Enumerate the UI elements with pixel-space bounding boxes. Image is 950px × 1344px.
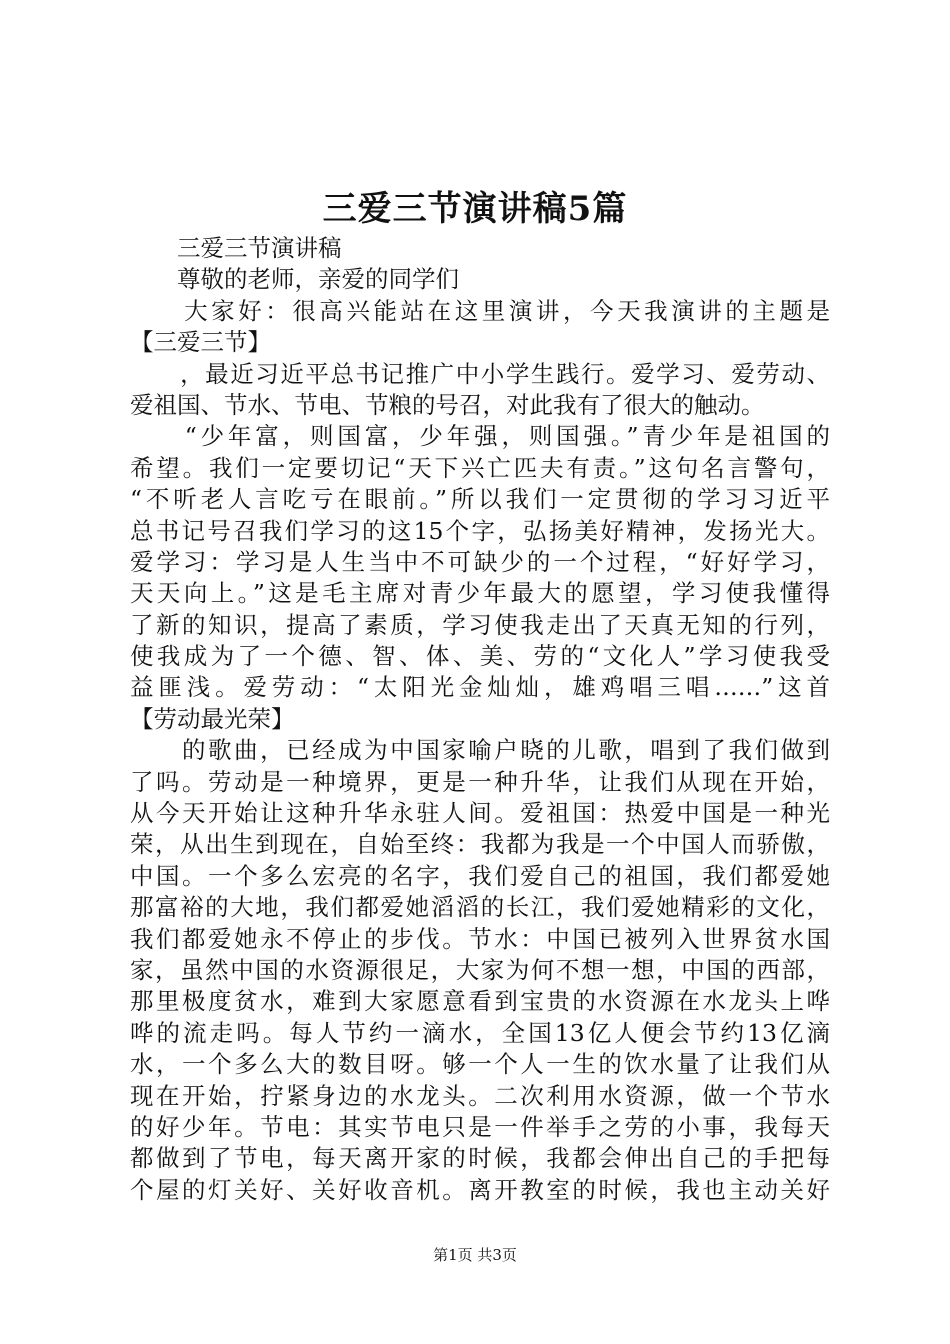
- body-line: 从今天开始让这种升华永驻人间。爱祖国：热爱中国是一种光: [130, 799, 830, 828]
- body-line: 天天向上。”这是毛主席对青少年最大的愿望，学习使我懂得: [130, 579, 830, 608]
- body-line: 爱祖国、节水、节电、节粮的号召，对此我有了很大的触动。: [130, 390, 765, 419]
- body-line: 的歌曲，已经成为中国家喻户晓的儿歌，唱到了我们做到: [130, 736, 830, 765]
- body-line: 益匪浅。爱劳动：“太阳光金灿灿，雄鸡唱三唱……”这首: [130, 673, 830, 702]
- body-line: 大家好：很高兴能站在这里演讲，今天我演讲的主题是: [130, 296, 830, 325]
- body-line: 都做到了节电，每天离开家的时候，我都会伸出自己的手把每: [130, 1144, 830, 1173]
- body-line: 那富裕的大地，我们都爱她滔滔的长江，我们爱她精彩的文化，: [130, 893, 830, 922]
- body-line: 希望。我们一定要切记“天下兴亡匹夫有责。”这句名言警句，: [130, 453, 830, 482]
- body-line: “不听老人言吃亏在眼前。”所以我们一定贯彻的学习习近平: [130, 485, 830, 514]
- body-line: 个屋的灯关好、关好收音机。离开教室的时候，我也主动关好: [130, 1175, 830, 1204]
- body-line: 了新的知识，提高了素质，学习使我走出了天真无知的行列，: [130, 610, 830, 639]
- body-line: 我们都爱她永不停止的步伐。节水：中国已被列入世界贫水国: [130, 924, 830, 953]
- body-line: 那里极度贫水，难到大家愿意看到宝贵的水资源在水龙头上哗: [130, 987, 830, 1016]
- body-line: 的好少年。节电：其实节电只是一件举手之劳的小事，我每天: [130, 1112, 830, 1141]
- body-line: 荣，从出生到现在，自始至终：我都为我是一个中国人而骄傲，: [130, 830, 830, 859]
- body-line: 三爱三节演讲稿: [130, 234, 342, 262]
- document-body: [130, 233, 830, 1206]
- body-line: 使我成为了一个德、智、体、美、劳的“文化人”学习使我受: [130, 642, 830, 671]
- body-line: 【劳动最光荣】: [130, 704, 295, 733]
- body-line: 现在开始，拧紧身边的水龙头。二次利用水资源，做一个节水: [130, 1081, 830, 1110]
- body-line: 【三爱三节】: [130, 328, 271, 357]
- body-line: 了吗。劳动是一种境界，更是一种升华，让我们从现在开始，: [130, 767, 830, 796]
- body-line: “少年富，则国富，少年强，则国强。”青少年是祖国的: [130, 422, 830, 451]
- page-footer: 第1页 共3页: [433, 1246, 517, 1264]
- body-line: 哗的流走吗。每人节约一滴水，全国13亿人便会节约13亿滴: [130, 1018, 830, 1047]
- body-line: 总书记号召我们学习的这15个字，弘扬美好精神，发扬光大。: [130, 516, 830, 545]
- body-line: 尊敬的老师，亲爱的同学们: [130, 265, 459, 294]
- body-line: 爱学习：学习是人生当中不可缺少的一个过程，“好好学习，: [130, 547, 830, 576]
- body-line: ，最近习近平总书记推广中小学生践行。爱学习、爱劳动、: [130, 359, 830, 388]
- body-line: 家，虽然中国的水资源很足，大家为何不想一想，中国的西部，: [130, 955, 830, 984]
- document-title: 三爱三节演讲稿5篇: [322, 189, 628, 229]
- body-line: 中国。一个多么宏亮的名字，我们爱自己的祖国，我们都爱她: [130, 861, 830, 890]
- body-line: 水，一个多么大的数目呀。够一个人一生的饮水量了让我们从: [130, 1050, 830, 1079]
